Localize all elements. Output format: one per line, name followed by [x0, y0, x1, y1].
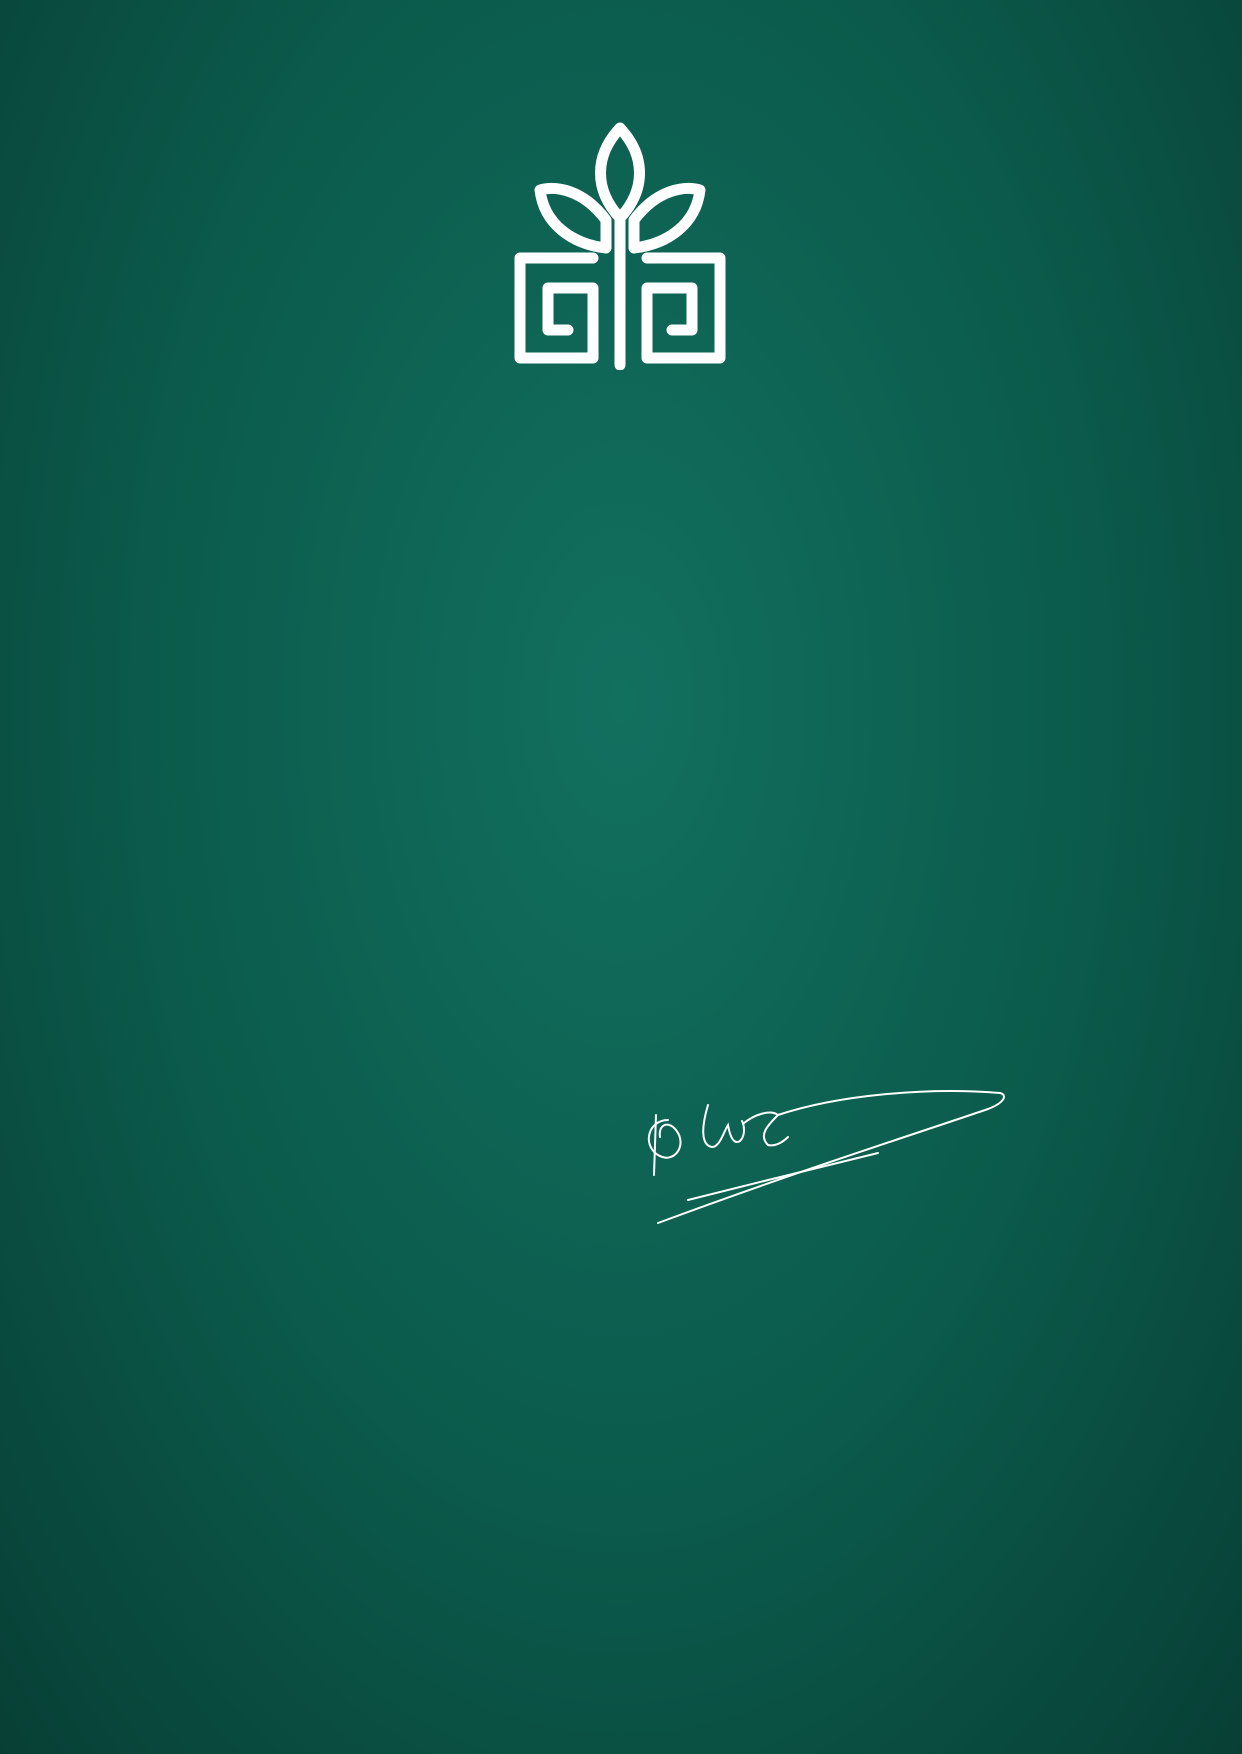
gift-boxes-pine-decoration [0, 1190, 1242, 1754]
logo [500, 120, 740, 419]
letter-body [108, 566, 1134, 598]
wheat-sprout-logo-icon [510, 120, 730, 370]
